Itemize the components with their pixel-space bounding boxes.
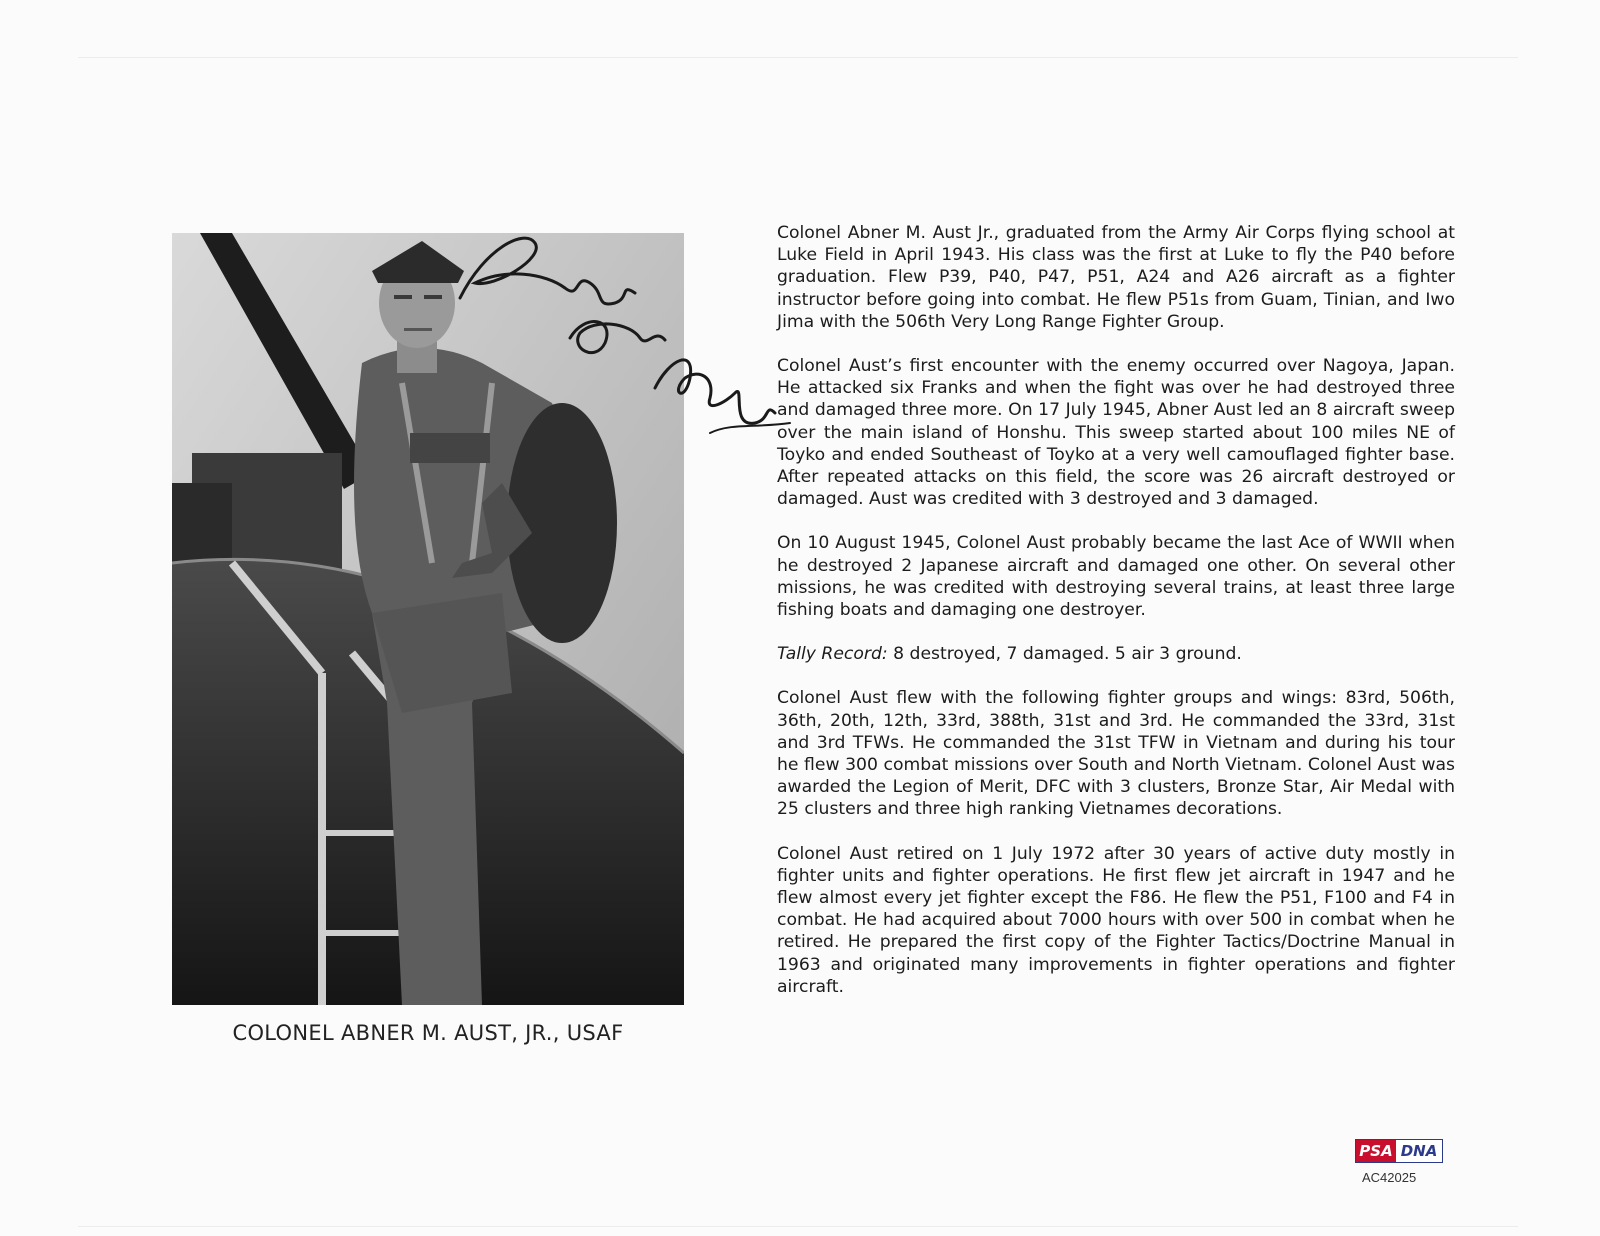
tally-value: 8 destroyed, 7 damaged. 5 air 3 ground. (887, 644, 1242, 665)
bio-paragraph: Colonel Aust retired on 1 July 1972 after 30 years of active duty mostly in fighter units and fighter operations. He first flew jet aircraft in 1947 and he flew almost every jet fighter except the F86. He flew the P51, F100 and F4 in combat. He had acquired about 7000 hours with over 500 in combat when he retired. He prepared the first copy of the Fighter Tactics/Doctrine Manual in 1963 and originated many improvements in fighter operations and fighter aircraft. (777, 843, 1455, 997)
bio-paragraph: Colonel Abner M. Aust Jr., graduated from the Army Air Corps flying school at Luke Field in April 1943. His class was the first at Luke to fly the P40 before graduation. Flew P39, P40, P47, P51, A24 and A26 aircraft as a fighter instructor before going into combat. He flew P51s from Guam, Tinian, and Iwo Jima with the 506th Very Long Range Fighter Group. (777, 223, 1455, 332)
tally-label: Tally Record: (777, 644, 888, 665)
bio-paragraph: On 10 August 1945, Colonel Aust probably became the last Ace of WWII when he destroyed 2 Japanese aircraft and damaged one other. On several other missions, he was credited with destroying several trains, at least three large fishing boats and damaging one destroyer. (777, 533, 1455, 621)
psa-logo-right: DNA (1396, 1140, 1442, 1162)
photo-caption: COLONEL ABNER M. AUST, JR., USAF (232, 1021, 624, 1045)
sheet-edge-top (78, 57, 1518, 58)
biography-text (777, 222, 1455, 1020)
sheet-edge-bottom (78, 1226, 1518, 1227)
bio-paragraph: Colonel Aust’s first encounter with the enemy occurred over Nagoya, Japan. He attacked six Franks and when the fight was over he had destroyed three and damaged three more. On 17 July 1945, Abner Aust led an 8 aircraft sweep over the main island of Honshu. This sweep started about 100 miles NE of Toyko and ended Southeast of Toyko at a very well camouflaged fighter base. After repeated attacks on this field, the score was 26 aircraft destroyed or damaged. Aust was credited with 3 destroyed and 3 damaged. (777, 356, 1455, 510)
certification-number: AC42025 (1362, 1170, 1417, 1185)
tally-record (777, 643, 1455, 665)
psa-logo-left: PSA (1356, 1140, 1396, 1162)
autograph-signature (455, 228, 795, 458)
bio-paragraph: Colonel Aust flew with the following fighter groups and wings: 83rd, 506th, 36th, 20th, 12th, 33rd, 388th, 31st and 3rd. He commanded the 33rd, 31st and 3rd TFWs. He commanded the 31st TFW in Vietnam and during his tour he flew 300 combat missions over South and North Vietnam. Colonel Aust was awarded the Legion of Merit, DFC with 3 clusters, Bronze Star, Air Medal with 25 clusters and three high ranking Vietnames decorations. (777, 688, 1455, 820)
psa-dna-logo (1355, 1139, 1443, 1163)
